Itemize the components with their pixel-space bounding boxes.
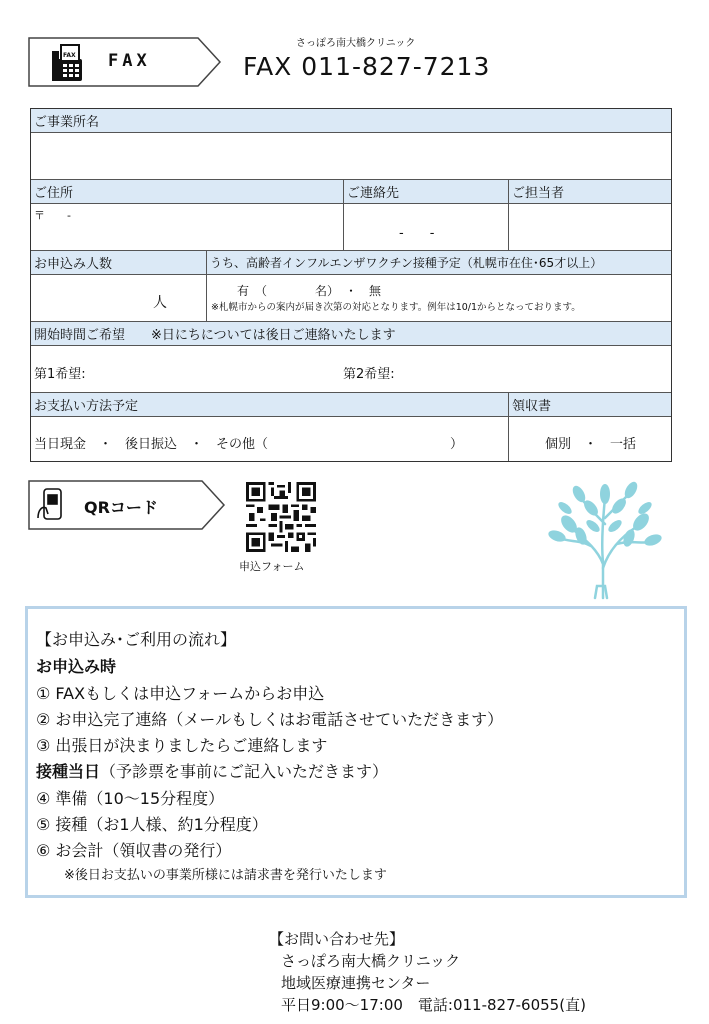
contact-dept: 地域医療連携センター (281, 974, 431, 992)
flow-box (25, 606, 687, 898)
qr-code-image[interactable] (246, 482, 316, 552)
receipt-label: 領収書 (509, 393, 671, 417)
flow-step-5: ⑤ 接種（お1人様、約1分程度） (36, 815, 268, 834)
contact-field[interactable]: - - (399, 226, 435, 241)
first-choice-field[interactable]: 第1希望: (34, 367, 86, 382)
contact-title: 【お問い合わせ先】 (269, 930, 405, 948)
fax-badge-label: FAX (108, 51, 151, 71)
flow-step-4: ④ 準備（10～15分程度） (36, 789, 225, 808)
office-name-field[interactable] (31, 133, 671, 179)
flow-step-2: ② お申込完了連絡（メールもしくはお電話させていただきます） (36, 710, 504, 729)
address-postal[interactable]: 〒 - (34, 209, 71, 222)
applicants-label: お申込み人数 (31, 251, 206, 275)
flow-step-1: ① FAXもしくは申込フォームからお申込 (36, 684, 325, 703)
contact-label: ご連絡先 (344, 180, 508, 204)
fax-icon-label: FAX (63, 52, 76, 59)
flow-step-3: ③ 出張日が決まりましたらご連絡します (36, 736, 328, 755)
vaccine-label: うち、高齢者インフルエンザワクチン接種予定（札幌市在住･65才以上） (207, 251, 671, 275)
person-field[interactable] (509, 205, 671, 249)
start-time-label: 開始時間ご希望 ※日にちについては後日ご連絡いたします (31, 322, 671, 346)
contact-info (269, 928, 586, 1016)
flow-step-6: ⑥ お会計（領収書の発行） (36, 841, 232, 860)
qr-badge-label: QRコード (84, 498, 158, 517)
flow-section-apply: お申込み時 (36, 657, 117, 676)
qr-caption: 申込フォーム (239, 560, 305, 573)
vaccine-options[interactable]: 有 （ 名） ・ 無 (237, 284, 382, 298)
people-unit: 人 (153, 295, 167, 311)
vaccine-note: ※札幌市からの案内が届き次第の対応となります。例年は10/1からとなっております。 (211, 302, 581, 313)
flow-section-day-bold: 接種当日 (36, 762, 101, 781)
flow-section-day-rest: （予診票を事前にご記入いただきます） (100, 762, 389, 781)
payment-options[interactable]: 当日現金 ・ 後日振込 ・ その他（ ） (34, 437, 464, 452)
tree-illustration (545, 478, 667, 600)
qr-badge (28, 480, 224, 530)
contact-hours: 平日9:00～17:00 電話:011-827-6055(直) (281, 996, 586, 1014)
flow-title: 【お申込み･ご利用の流れ】 (36, 630, 237, 649)
office-name-label: ご事業所名 (31, 109, 671, 133)
fax-number: FAX 011-827-7213 (243, 52, 491, 81)
person-label: ご担当者 (509, 180, 671, 204)
receipt-options[interactable]: 個別 ・ 一括 (545, 437, 637, 452)
flow-section-day (36, 759, 388, 782)
second-choice-field[interactable]: 第2希望: (343, 367, 395, 382)
clinic-name-small: さっぽろ南大橋クリニック (296, 38, 416, 49)
application-form (30, 108, 672, 462)
contact-clinic: さっぽろ南大橋クリニック (281, 952, 461, 970)
payment-label: お支払い方法予定 (31, 393, 508, 417)
fax-badge (28, 37, 220, 87)
flow-note: ※後日お支払いの事業所様には請求書を発行いたします (64, 868, 387, 883)
address-label: ご住所 (31, 180, 343, 204)
